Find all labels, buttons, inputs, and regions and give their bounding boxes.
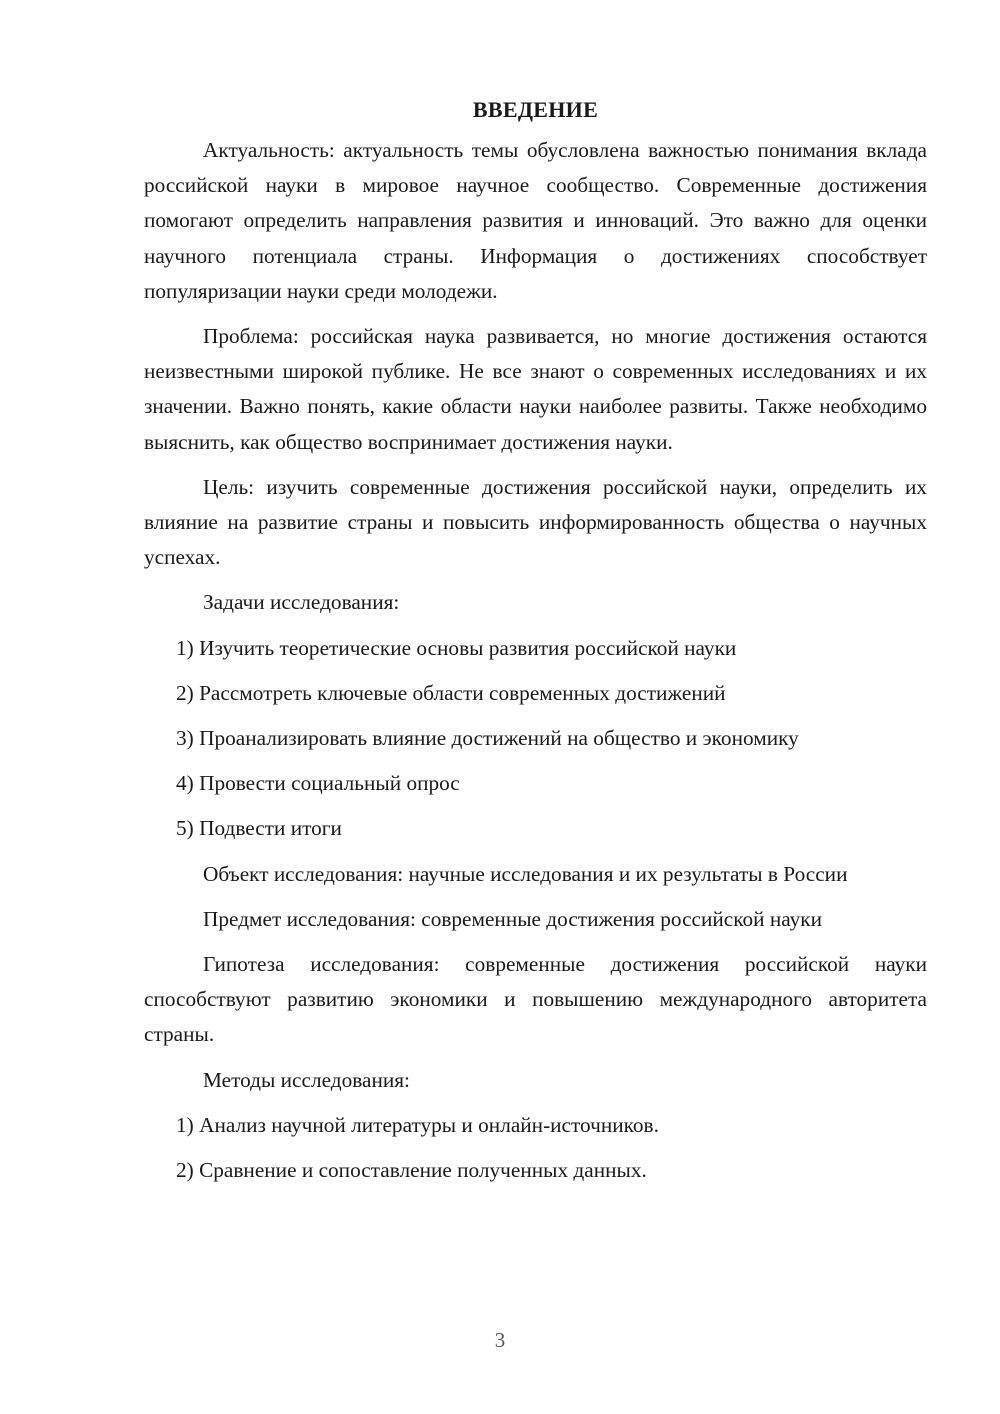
- hypothesis-paragraph: Гипотеза исследования: современные достижения российской науки способствуют развитию экономики и повышению международного авторитета страны.: [144, 952, 927, 1047]
- methods-heading: Методы исследования:: [203, 1067, 410, 1092]
- method-item: 2) Сравнение и сопоставление полученных данных.: [176, 1158, 647, 1183]
- method-item: 1) Анализ научной литературы и онлайн-источников.: [176, 1112, 659, 1137]
- task-item: 4) Провести социальный опрос: [176, 771, 460, 796]
- section-title: ВВЕДЕНИЕ: [472, 97, 599, 122]
- object-paragraph: Объект исследования: научные исследования и их результаты в России: [203, 861, 848, 886]
- task-item: 1) Изучить теоретические основы развития российской науки: [176, 635, 737, 660]
- task-item: 3) Проанализировать влияние достижений на общество и экономику: [176, 726, 799, 751]
- task-item: 5) Подвести итоги: [176, 816, 342, 841]
- page-number: 3: [494, 1328, 506, 1352]
- relevance-paragraph: Актуальность: актуальность темы обусловлена важностью понимания вклада российской науки в мировое научное сообщество. Современные достижения помогают определить направления развития и инноваций. Это важно для оценки научного потенциала страны. Информация о достижениях способствует популяризации науки среди молодежи.: [144, 138, 927, 303]
- goal-paragraph: Цель: изучить современные достижения российской науки, определить их влияние на развитие страны и повысить информированность общества о научных успехах.: [144, 474, 927, 570]
- problem-paragraph: Проблема: российская наука развивается, но многие достижения остаются неизвестными широкой публике. Не все знают о современных исследованиях и их значении. Важно понять, какие области науки наиболее развиты. Также необходимо выяснить, как общество воспринимает достижения науки.: [144, 324, 927, 454]
- subject-paragraph: Предмет исследования: современные достижения российской науки: [203, 906, 823, 931]
- task-item: 2) Рассмотреть ключевые области современных достижений: [176, 680, 726, 705]
- document-page: [144, 92, 927, 1198]
- tasks-heading: Задачи исследования:: [203, 590, 400, 615]
